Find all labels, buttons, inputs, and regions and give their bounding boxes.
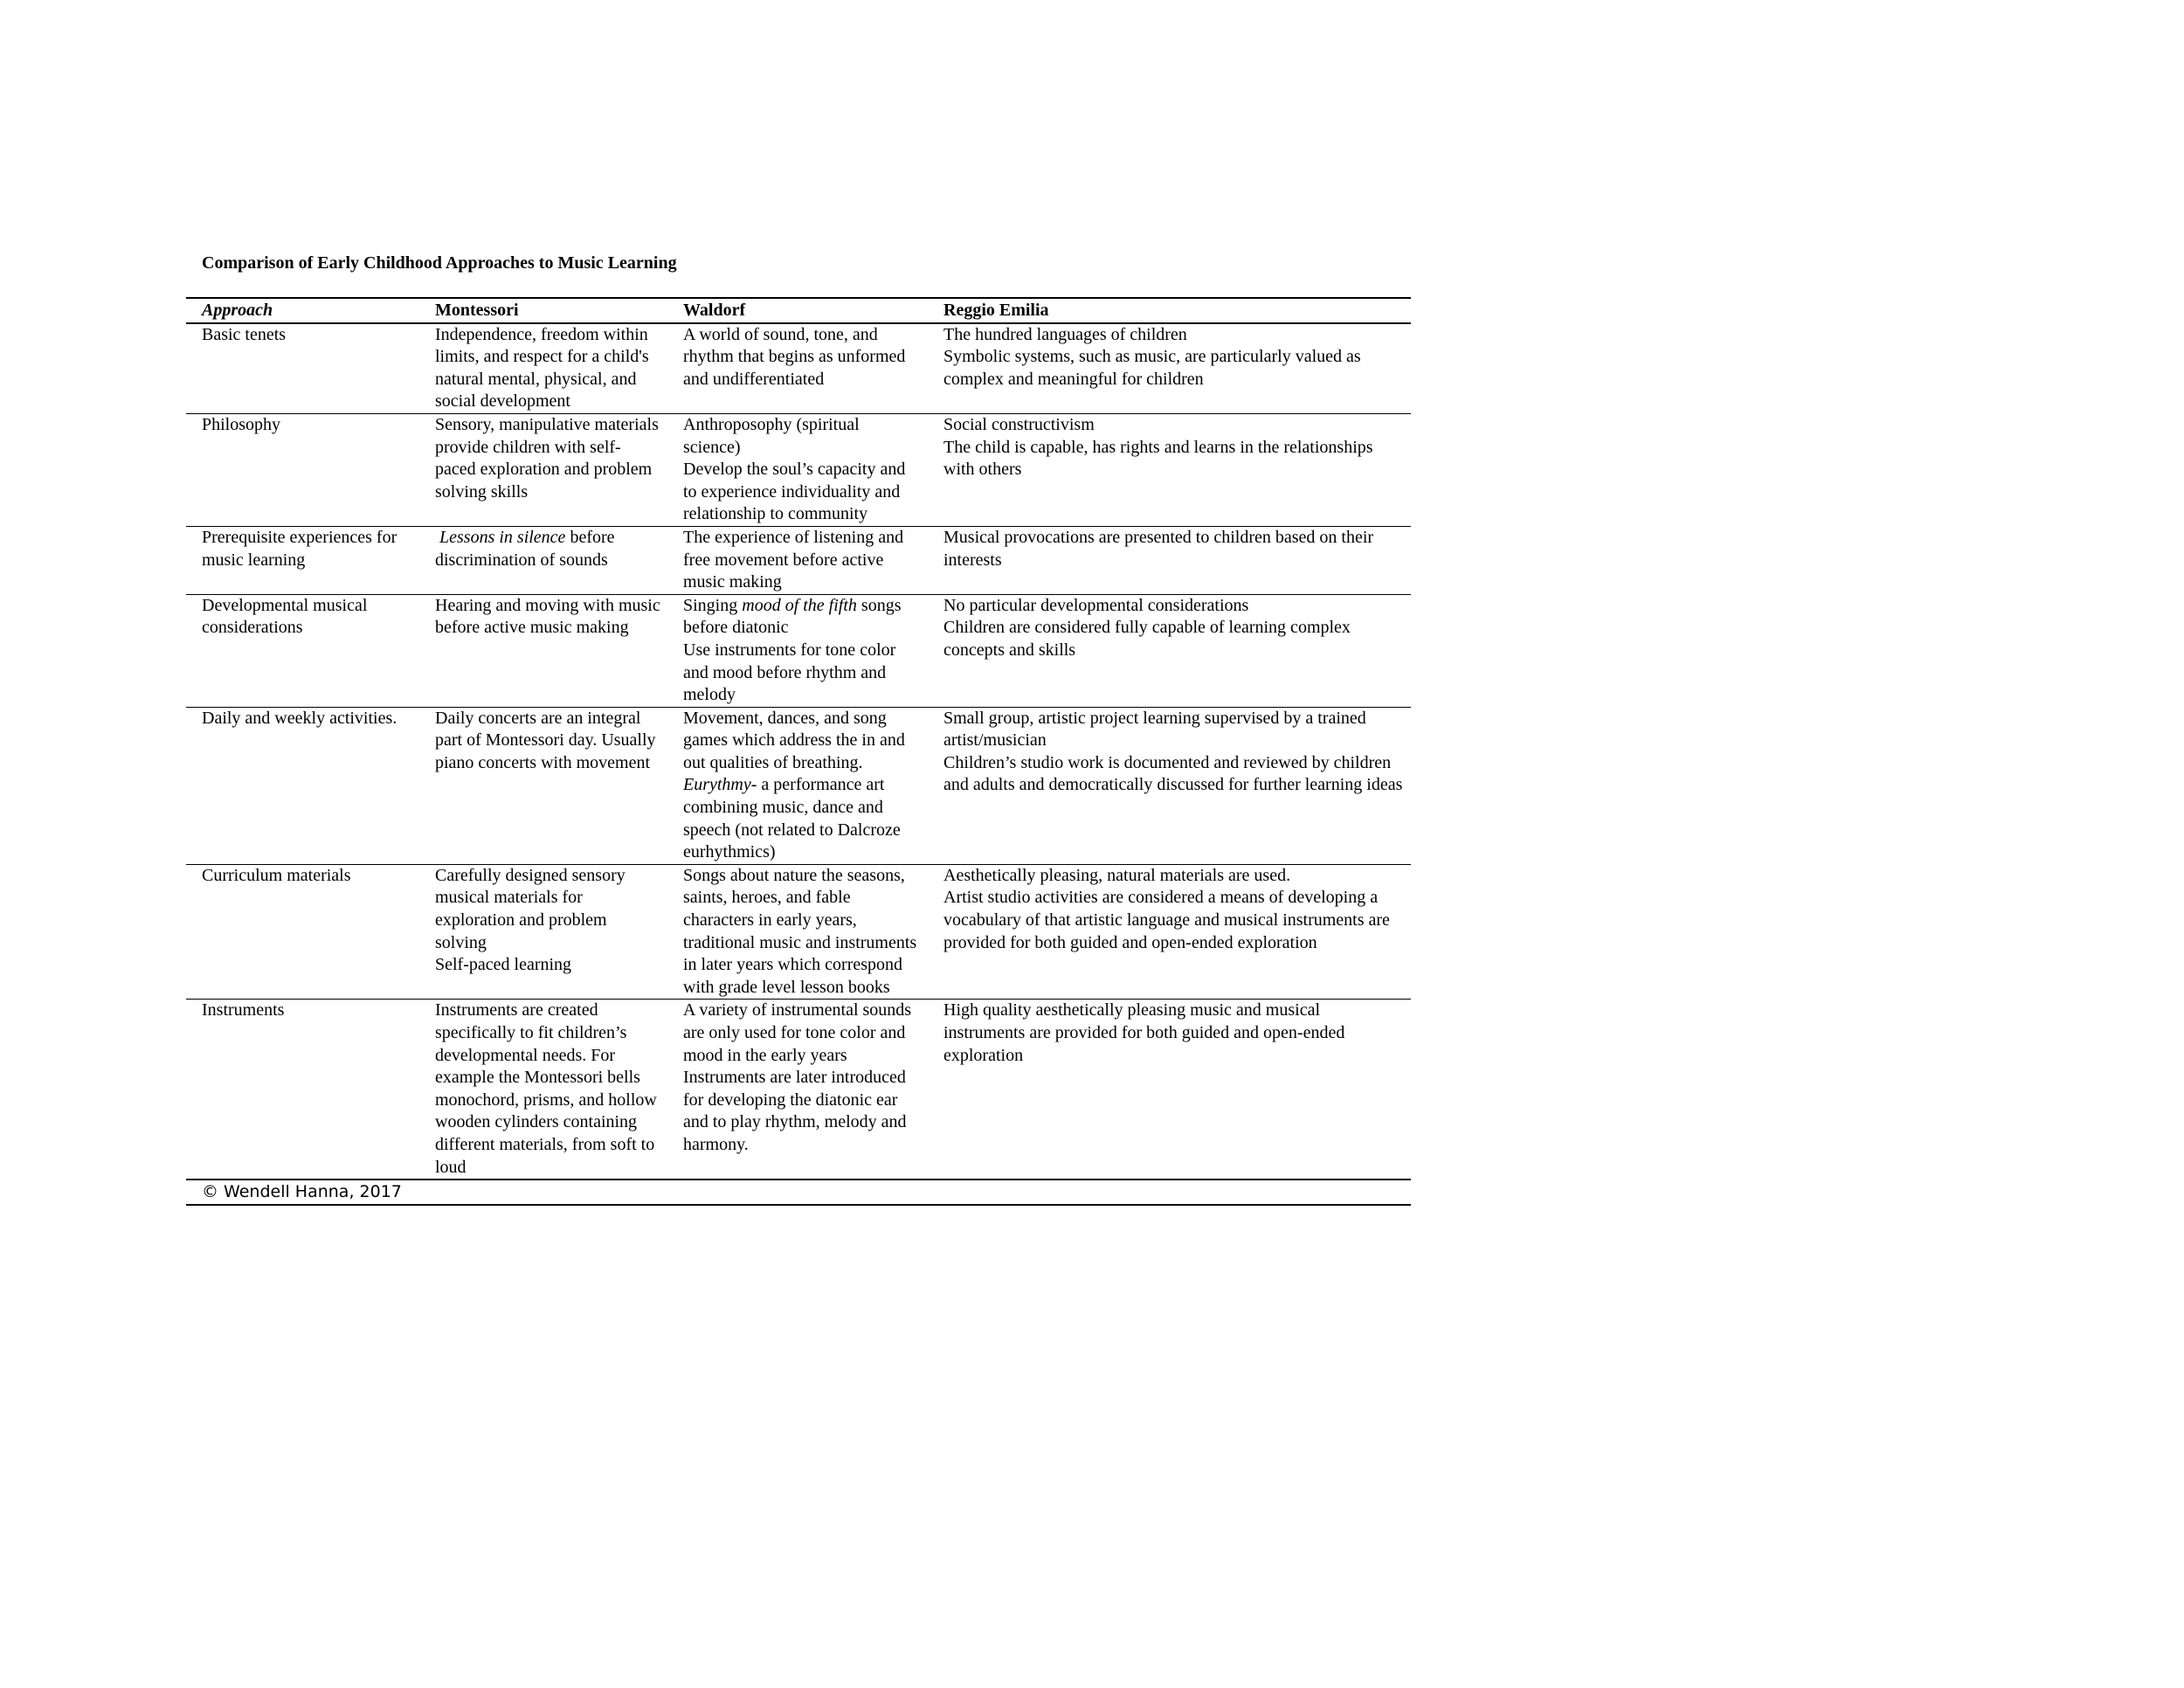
montessori-cell [419,526,667,594]
italic-phrase: mood of the fifth [742,595,857,615]
row-label: Developmental musical considerations [186,594,419,707]
montessori-cell: Hearing and moving with music before active music making [419,594,667,707]
row-label: Basic tenets [186,323,419,414]
row-label: Prerequisite experiences for music learning [186,526,419,594]
reggio-cell: No particular developmental considerations Children are considered fully capable of learning complex concepts and skills [928,594,1411,707]
waldorf-cell: A variety of instrumental sounds are only used for tone color and mood in the early years Instruments are later introduced for developing the diatonic ear and to play rhythm, melody and harmony. [667,1000,928,1180]
reggio-cell: Musical provocations are presented to children based on their interests [928,526,1411,594]
header-row [186,298,1411,323]
cell-text: Singing [683,595,743,615]
row-label: Instruments [186,1000,419,1180]
waldorf-cell: Anthroposophy (spiritual science) Develop the soul’s capacity and to experience individuality and relationship to community [667,413,928,526]
cell-text: Movement, dances, and song games which address the in and out qualities of breathing. [683,708,905,772]
header-reggio-emilia: Reggio Emilia [928,298,1411,323]
italic-phrase: Lessons in silence [439,527,566,547]
table-row [186,864,1411,1000]
table-row [186,323,1411,414]
reggio-cell: High quality aesthetically pleasing music and musical instruments are provided for both guided and open-ended exploration [928,1000,1411,1180]
header-montessori: Montessori [419,298,667,323]
table-row [186,413,1411,526]
montessori-cell: Sensory, manipulative materials provide children with self-paced exploration and problem solving skills [419,413,667,526]
table-row [186,707,1411,864]
header-waldorf: Waldorf [667,298,928,323]
waldorf-cell: A world of sound, tone, and rhythm that begins as unformed and undifferentiated [667,323,928,414]
footer-row [186,1180,1411,1205]
reggio-cell: Small group, artistic project learning supervised by a trained artist/musician Children’s studio work is documented and reviewed by children and adults and democratically discussed for further learning ideas [928,707,1411,864]
row-label: Daily and weekly activities. [186,707,419,864]
reggio-cell: The hundred languages of children Symbolic systems, such as music, are particularly valued as complex and meaningful for children [928,323,1411,414]
table-row [186,526,1411,594]
italic-phrase: Eurythmy [683,775,751,795]
cell-text: - a performance art combining music, dance and speech (not related to Dalcroze eurhythmics) [683,775,901,862]
reggio-cell: Aesthetically pleasing, natural materials are used. Artist studio activities are considered a means of developing a vocabulary of that artistic language and musical instruments are provided for both guided and open-ended exploration [928,864,1411,1000]
comparison-table [186,297,1411,1206]
waldorf-cell [667,707,928,864]
montessori-cell: Independence, freedom within limits, and respect for a child's natural mental, physical, and social development [419,323,667,414]
table-row [186,594,1411,707]
montessori-cell: Carefully designed sensory musical materials for exploration and problem solving Self-paced learning [419,864,667,1000]
header-approach: Approach [186,298,419,323]
waldorf-cell [667,594,928,707]
reggio-cell: Social constructivism The child is capable, has rights and learns in the relationships with others [928,413,1411,526]
cell-text: before discrimination of sounds [435,527,615,570]
montessori-cell: Instruments are created specifically to fit children’s developmental needs. For example the Montessori bells monochord, prisms, and hollow wooden cylinders containing different materials, from soft to loud [419,1000,667,1180]
table-row [186,1000,1411,1180]
copyright-notice: © Wendell Hanna, 2017 [186,1180,1411,1205]
table-title: Comparison of Early Childhood Approaches to Music Learning [202,253,677,273]
waldorf-cell: Songs about nature the seasons, saints, heroes, and fable characters in early years, traditional music and instruments in later years which correspond with grade level lesson books [667,864,928,1000]
row-label: Curriculum materials [186,864,419,1000]
montessori-cell: Daily concerts are an integral part of Montessori day. Usually piano concerts with movement [419,707,667,864]
waldorf-cell: The experience of listening and free movement before active music making [667,526,928,594]
row-label: Philosophy [186,413,419,526]
cell-text: songs before diatonic Use instruments for tone color and mood before rhythm and melody [683,595,902,705]
